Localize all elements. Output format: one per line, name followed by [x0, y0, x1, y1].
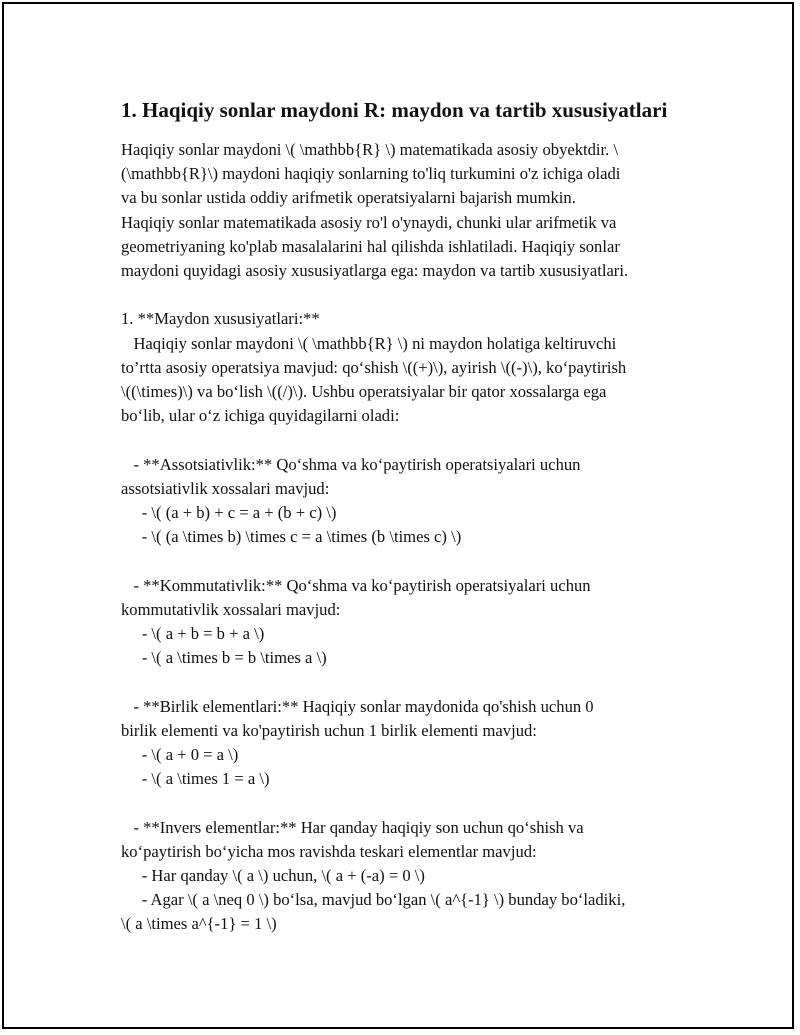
text-line: - \( a + 0 = a \) [121, 745, 239, 765]
text-line: (\mathbb{R}\) maydoni haqiqiy sonlarning to'liq turkumini o'z ichiga oladi [121, 164, 621, 184]
text-line: Haqiqiy sonlar maydoni \( \mathbb{R} \) matematikada asosiy obyektdir. \ [121, 140, 619, 159]
text-line: - Har qanday \( a \) uchun, \( a + (-a) = 0 \) [121, 866, 425, 886]
text-line: - \( a \times 1 = a \) [121, 769, 270, 789]
text-line [121, 428, 696, 452]
text-line: geometriyaning ko'plab masalalarini hal qilishda ishlatiladi. Haqiqiy sonlar [121, 236, 620, 256]
text-line: va bu sonlar ustida oddiy arifmetik operatsiyalarni bajarish mumkin. [121, 188, 576, 208]
text-line: - **Invers elementlar:** Har qanday haqiqiy son uchun qo‘shish va [121, 817, 584, 837]
text-line: - Agar \( a \neq 0 \) bo‘lsa, mavjud bo‘lgan \( a^{-1} \) bunday bo‘ladiki, [121, 890, 626, 910]
text-line: maydoni quyidagi asosiy xususiyatlarga ega: maydon va tartib xususiyatlari. [121, 261, 629, 281]
text-line: assotsiativlik xossalari mavjud: [121, 478, 330, 498]
text-line: 1. **Maydon xususiyatlari:** [121, 309, 320, 329]
text-line: ko‘paytirish bo‘yicha mos ravishda teskari elementlar mavjud: [121, 841, 537, 861]
text-line: Haqiqiy sonlar maydoni \( \mathbb{R} \) ni maydon holatiga keltiruvchi [121, 333, 617, 353]
text-line: to’rtta asosiy operatsiya mavjud: qo‘shish \((+)\), ayirish \((-)\), ko‘paytirish [121, 357, 627, 377]
document-body [121, 138, 696, 937]
text-line: - \( (a \times b) \times c = a \times (b \times c) \) [121, 527, 462, 547]
text-line: birlik elementi va ko'paytirish uchun 1 birlik elementi mavjud: [121, 720, 537, 740]
text-line: \((\times)\) va bo‘lish \((/)\). Ushbu operatsiyalar bir qator xossalarga ega [121, 382, 607, 402]
text-line: - \( (a + b) + c = a + (b + c) \) [121, 503, 337, 523]
text-line: - **Birlik elementlari:** Haqiqiy sonlar maydonida qo'shish uchun 0 [121, 696, 594, 716]
page-frame [2, 2, 794, 1029]
text-line [121, 670, 696, 694]
text-line: Haqiqiy sonlar matematikada asosiy ro'l o'ynaydi, chunki ular arifmetik va [121, 212, 617, 232]
text-line: kommutativlik xossalari mavjud: [121, 599, 341, 619]
document-content [121, 96, 696, 937]
text-line: \( a \times a^{-1} = 1 \) [121, 914, 277, 934]
text-line: - **Assotsiativlik:** Qo‘shma va ko‘paytirish operatsiyalari uchun [121, 454, 581, 474]
text-line [121, 283, 696, 307]
text-line [121, 549, 696, 573]
text-line: - \( a \times b = b \times a \) [121, 648, 327, 668]
text-line [121, 791, 696, 815]
text-line: - \( a + b = b + a \) [121, 624, 265, 644]
text-line: bo‘lib, ular o‘z ichiga quyidagilarni oladi: [121, 406, 400, 426]
text-line: - **Kommutativlik:** Qo‘shma va ko‘paytirish operatsiyalari uchun [121, 575, 591, 595]
document-title: 1. Haqiqiy sonlar maydoni R: maydon va tartib xususiyatlari [121, 98, 668, 122]
